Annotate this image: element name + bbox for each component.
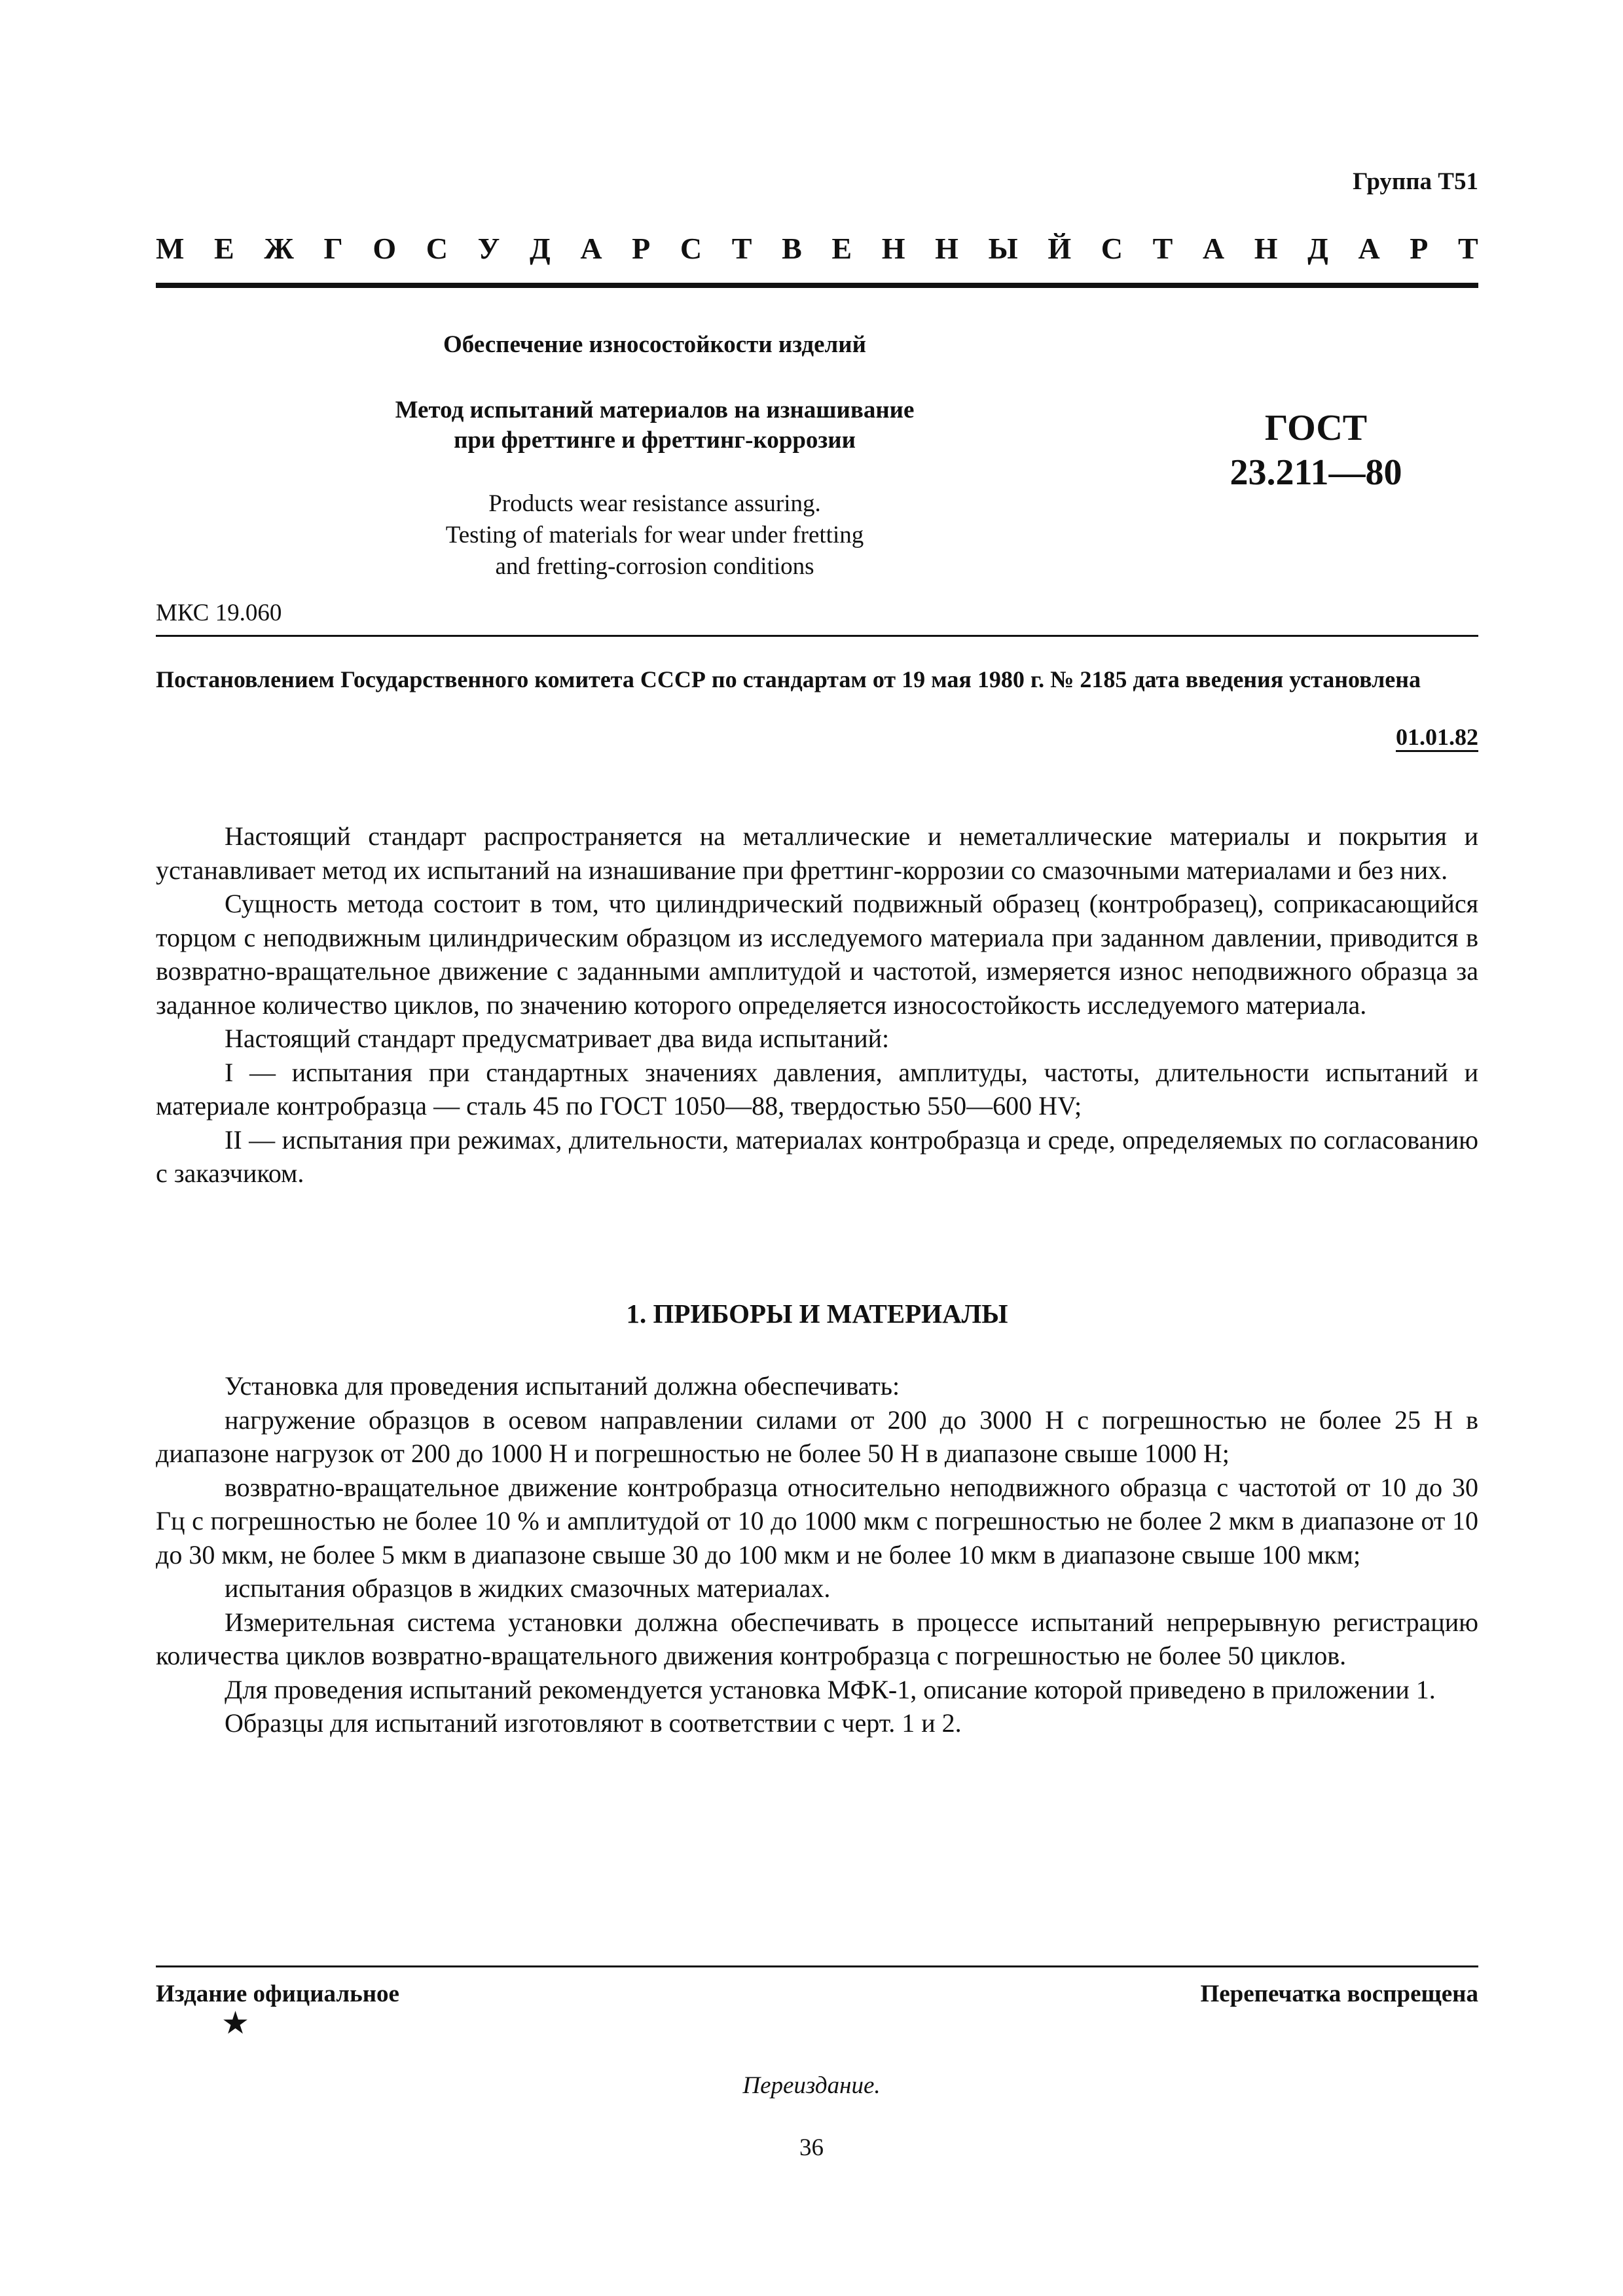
english-title-line: Products wear resistance assuring. (488, 490, 821, 517)
section-heading: 1. ПРИБОРЫ И МАТЕРИАЛЫ (626, 1299, 1008, 1329)
gost-label: ГОСТ (1264, 408, 1368, 448)
paragraph: испытания образцов в жидких смазочных материалах. (225, 1573, 831, 1603)
footer-rule (156, 1965, 1478, 1967)
title-rule (156, 635, 1478, 637)
introduction-date: 01.01.82 (1396, 724, 1478, 750)
title-line: при фреттинге и фреттинг-коррозии (454, 427, 856, 454)
paragraph: I — испытания при стандартных значениях давления, амплитуды, частоты, длительности испытаний и материале контробразца — сталь 45 по ГОСТ 1050—88, твердостью 550—600 HV; (156, 1057, 1478, 1121)
paragraph: Для проведения испытаний рекомендуется установка МФК-1, описание которой приведено в приложении 1. (225, 1674, 1436, 1704)
decree-text: Постановлением Государственного комитета СССР по стандартам от 19 мая 1980 г. № 2185 дата введения установлена (156, 666, 1421, 692)
heading-letter: Ж (264, 232, 294, 265)
english-title-line: Testing of materials for wear under fretting (445, 522, 864, 548)
heading-letter: Й (1048, 232, 1072, 265)
reprint-prohibited-label: Перепечатка воспрещена (1200, 1981, 1478, 2007)
heading-letter: Р (632, 232, 651, 265)
paragraph: Измерительная система установки должна обеспечивать в процессе испытаний непрерывную регистрацию количества циклов возвратно-вращательного движения контробразца с погрешностью не более 50 циклов. (156, 1607, 1478, 1670)
page-number: 36 (799, 2134, 824, 2161)
gost-designation (1178, 406, 1453, 495)
star-icon: ★ (221, 2006, 250, 2041)
heading-letter: Н (881, 232, 905, 265)
heading-letter: С (1101, 232, 1123, 265)
document-title (314, 395, 995, 456)
paragraph: возвратно-вращательное движение контробразца относительно неподвижного образца с частотой от 10 до 30 Гц с погрешностью не более 10 % и амплитудой от 10 до 1000 мкм с погрешностью не более 2 мкм в диапазоне от 10 до 30 мкм, не более 5 мкм в диапазоне свыше 30 до 100 мкм и не более 10 мкм в диапазоне свыше 100 мкм; (156, 1472, 1478, 1570)
heading-letter: Д (1307, 232, 1328, 265)
heading-letter: Г (323, 232, 343, 265)
gost-number: 23.211—80 (1230, 452, 1402, 493)
heading-letter: Т (731, 232, 752, 265)
mks-code: МКС 19.060 (156, 600, 282, 626)
paragraph: Настоящий стандарт предусматривает два вида испытаний: (225, 1024, 890, 1053)
paragraph: Установка для проведения испытаний должна обеспечивать: (225, 1371, 900, 1401)
paragraph: нагружение образцов в осевом направлении силами от 200 до 3000 Н с погрешностью не более 25 Н в диапазоне нагрузок от 200 до 1000 Н и погрешностью не более 50 Н в диапазоне свыше 1000 Н; (156, 1405, 1478, 1468)
heading-letter: М (156, 232, 185, 265)
group-label: Группа Т51 (1353, 168, 1478, 195)
heading-letter: С (426, 232, 448, 265)
heading-letter: Е (831, 232, 852, 265)
heading-letter: У (477, 232, 500, 265)
heading-letter: Т (1458, 232, 1478, 265)
heading-letter: В (782, 232, 802, 265)
heading-letter: Ы (988, 232, 1018, 265)
reissue-note: Переиздание. (742, 2072, 881, 2099)
heading-letter: Д (530, 232, 551, 265)
paragraph: Образцы для испытаний изготовляют в соответствии с черт. 1 и 2. (225, 1708, 962, 1738)
intro-section (156, 819, 1478, 1191)
official-edition-label: Издание официальное (156, 1981, 399, 2007)
heading-letter: А (580, 232, 602, 265)
paragraph: Сущность метода состоит в том, что цилиндрический подвижный образец (контробразец), соприкасающийся торцом с неподвижным цилиндрическим образцом из исследуемого материала при заданном давлении, приводится в возвратно-вращательное движение с заданными амплитудой и частотой, измеряется износ неподвижного образца за заданное количество циклов, по значению которого определяется износостойкость исследуемого материала. (156, 889, 1478, 1020)
paragraph: II — испытания при режимах, длительности, материалах контробразца и среде, определяемых по согласованию с заказчиком. (156, 1124, 1478, 1188)
heading-letter: А (1202, 232, 1225, 265)
heading-letter: Е (214, 232, 234, 265)
heading-letter: А (1358, 232, 1380, 265)
english-title-line: and fretting-corrosion conditions (495, 553, 814, 580)
title-line: Метод испытаний материалов на изнашивание (395, 397, 915, 423)
header-rule (156, 283, 1478, 288)
subject-line: Обеспечение износостойкости изделий (443, 331, 866, 358)
english-title (340, 488, 969, 583)
heading-letter: Т (1152, 232, 1173, 265)
interstate-standard-heading (156, 229, 1478, 268)
heading-letter: Н (935, 232, 958, 265)
heading-letter: О (373, 232, 397, 265)
section1-body (156, 1369, 1478, 1740)
heading-letter: Р (1410, 232, 1429, 265)
paragraph: Настоящий стандарт распространяется на металлические и неметаллические материалы и покрытия и устанавливает метод их испытаний на изнашивание при фреттинг-коррозии со смазочными материалами и без них. (156, 821, 1478, 885)
heading-letter: Н (1254, 232, 1278, 265)
heading-letter: С (680, 232, 702, 265)
